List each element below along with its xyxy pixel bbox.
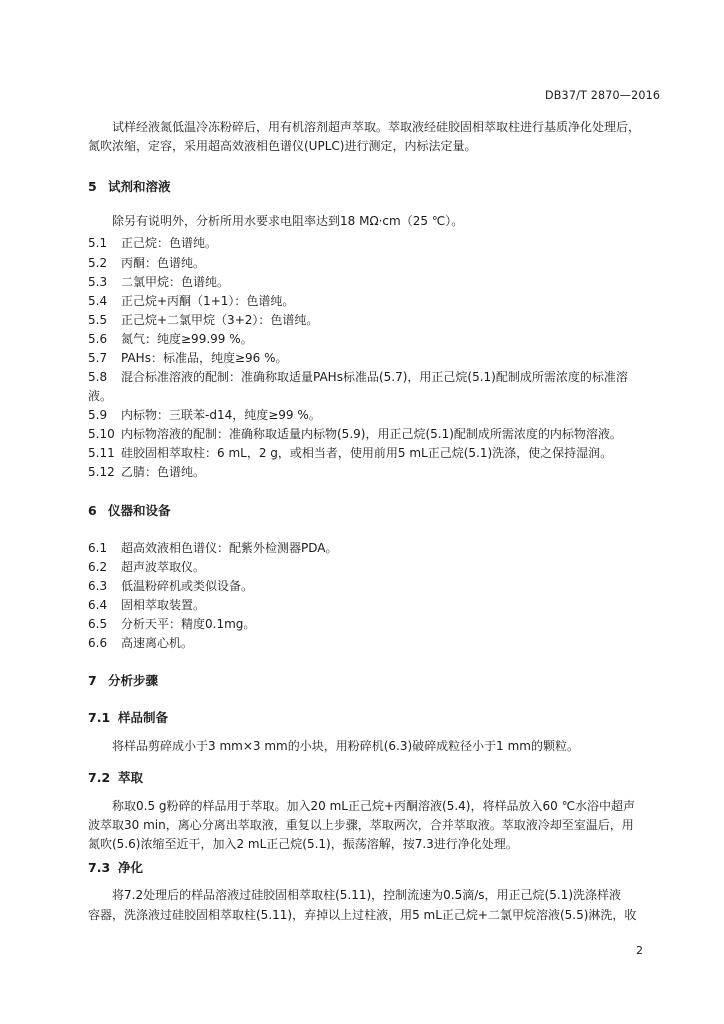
list-item: 5.2 丙酮：色谱纯。 bbox=[88, 256, 206, 270]
intro-line-1: 试样经液氮低温冷冻粉碎后，用有机溶剂超声萃取。萃取液经硅胶固相萃取柱进行基质净化处理后， bbox=[112, 120, 641, 134]
subsection-7-2-line-3: 氮吹(5.6)浓缩至近干，加入2 mL正己烷(5.1)，振荡溶解，按7.3进行净化处理。 bbox=[88, 837, 518, 851]
section-title: 仪器和设备 bbox=[108, 503, 171, 518]
section-number: 6 bbox=[88, 503, 97, 518]
section-5-heading bbox=[88, 177, 171, 195]
document-id: DB37/T 2870—2016 bbox=[545, 88, 661, 102]
subsection-7-3-line-1: 将7.2处理后的样品溶液过硅胶固相萃取柱(5.11)，控制流速为0.5滴/s，用正己烷(5.1)洗涤样液 bbox=[112, 888, 621, 902]
subsection-7-1-heading bbox=[88, 708, 168, 726]
list-item: 5.9 内标物：三联苯-d14，纯度≥99 %。 bbox=[88, 408, 321, 422]
section-7-heading bbox=[88, 671, 158, 689]
list-item: 6.3 低温粉碎机或类似设备。 bbox=[88, 579, 254, 593]
subsection-title: 净化 bbox=[118, 860, 144, 875]
list-item: 5.1 正己烷：色谱纯。 bbox=[88, 236, 218, 250]
subsection-7-2-line-1: 称取0.5 g粉碎的样品用于萃取。加入20 mL正己烷+丙酮溶液(5.4)，将样品放入60 ℃水浴中超声 bbox=[112, 799, 636, 813]
section-title: 试剂和溶液 bbox=[108, 179, 171, 194]
list-item: 5.7 PAHs：标准品，纯度≥96 %。 bbox=[88, 351, 288, 365]
list-item: 6.5 分析天平：精度0.1mg。 bbox=[88, 617, 256, 631]
section-number: 5 bbox=[88, 179, 97, 194]
subsection-number: 7.2 bbox=[88, 770, 111, 785]
list-item: 5.6 氮气：纯度≥99.99 %。 bbox=[88, 332, 253, 346]
list-item: 5.8 混合标准溶液的配制：准确称取适量PAHs标准品(5.7)，用正己烷(5.1)配制成所需浓度的标准溶 bbox=[88, 370, 628, 384]
list-item: 6.6 高速离心机。 bbox=[88, 636, 194, 650]
page-number: 2 bbox=[636, 944, 643, 957]
subsection-7-2-heading bbox=[88, 768, 143, 786]
list-item: 6.1 超高效液相色谱仪：配紫外检测器PDA。 bbox=[88, 541, 338, 555]
list-item: 5.11 硅胶固相萃取柱：6 mL，2 g，或相当者，使用前用5 mL正己烷(5.1)洗涤，使之保持湿润。 bbox=[88, 446, 613, 460]
subsection-number: 7.3 bbox=[88, 860, 111, 875]
list-item: 5.4 正己烷+丙酮（1+1）：色谱纯。 bbox=[88, 294, 295, 308]
list-item: 5.10 内标物溶液的配制：准确称取适量内标物(5.9)，用正己烷(5.1)配制成所需浓度的内标物溶液。 bbox=[88, 427, 622, 441]
subsection-title: 样品制备 bbox=[118, 710, 169, 725]
list-item: 6.4 固相萃取装置。 bbox=[88, 598, 206, 612]
section-6-heading bbox=[88, 501, 171, 519]
list-item: 5.5 正己烷+二氯甲烷（3+2）：色谱纯。 bbox=[88, 313, 319, 327]
subsection-7-3-heading bbox=[88, 858, 143, 876]
section-number: 7 bbox=[88, 673, 97, 688]
list-item: 5.12 乙腈：色谱纯。 bbox=[88, 465, 206, 479]
subsection-7-2-line-2: 波萃取30 min，离心分离出萃取液，重复以上步骤，萃取两次，合并萃取液。萃取液冷却至室温后，用 bbox=[88, 818, 634, 832]
list-item: 5.3 二氯甲烷：色谱纯。 bbox=[88, 275, 230, 289]
intro-line-2: 氮吹浓缩，定容，采用超高效液相色谱仪(UPLC)进行测定，内标法定量。 bbox=[88, 139, 477, 153]
subsection-7-3-line-2: 容器，洗涤液过硅胶固相萃取柱(5.11)，弃掉以上过柱液，用5 mL正己烷+二氯甲烷溶液(5.5)淋洗，收 bbox=[88, 908, 637, 922]
subsection-7-1-text: 将样品剪碎成小于3 mm×3 mm的小块，用粉碎机(6.3)破碎成粒径小于1 mm的颗粒。 bbox=[112, 739, 579, 753]
list-item-continuation: 液。 bbox=[88, 389, 113, 403]
section-title: 分析步骤 bbox=[108, 673, 159, 688]
section-5-lead: 除另有说明外，分析所用水要求电阻率达到18 MΩ·cm（25 ℃）。 bbox=[112, 214, 464, 228]
subsection-title: 萃取 bbox=[118, 770, 144, 785]
subsection-number: 7.1 bbox=[88, 710, 111, 725]
list-item: 6.2 超声波萃取仪。 bbox=[88, 560, 206, 574]
